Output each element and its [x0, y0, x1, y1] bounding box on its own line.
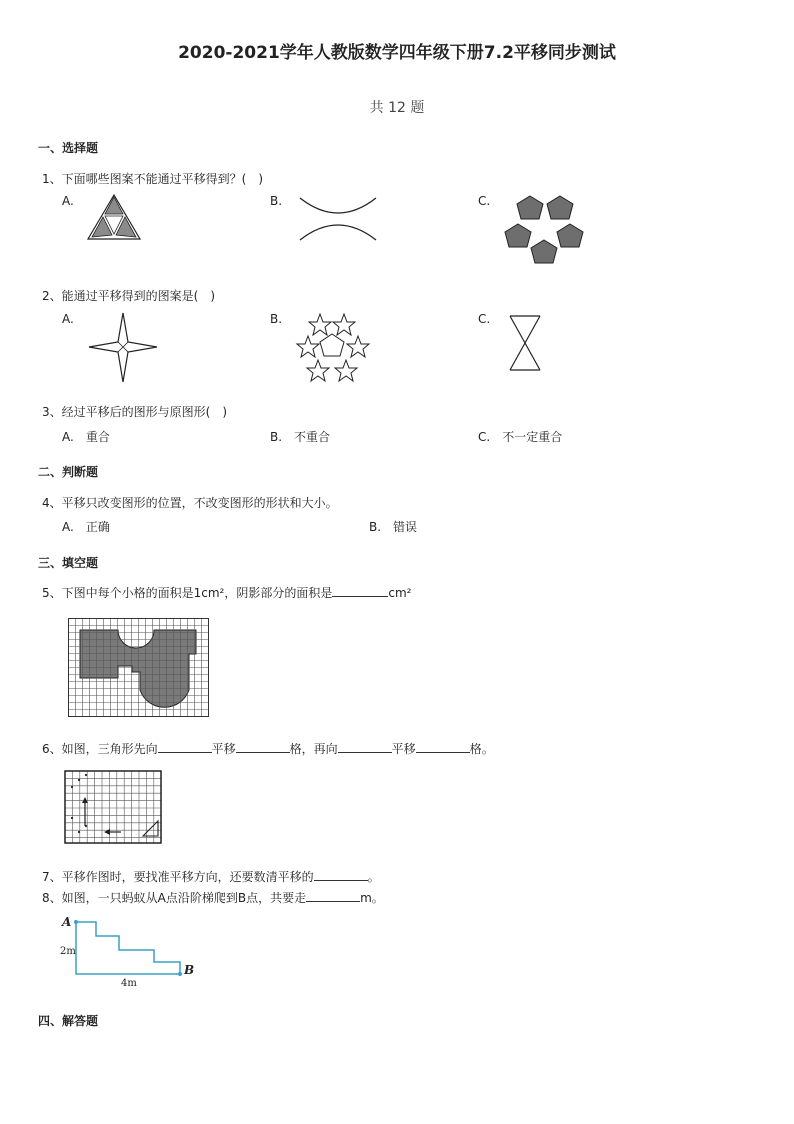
q1-option-c-label[interactable]: C. [478, 194, 491, 208]
q6-mid-1: 平移 [211, 742, 236, 756]
q5-answer-blank[interactable] [332, 584, 388, 597]
q6-blank-1[interactable] [158, 740, 212, 753]
q2-option-b-label[interactable]: B. [270, 312, 283, 326]
q6-prefix: 6、如图，三角形先向 [42, 742, 158, 756]
q7-suffix: 。 [367, 870, 380, 884]
q6-mid-2: 格，再向 [289, 742, 338, 756]
question-count: 共 12 题 [369, 100, 425, 116]
page-title: 2020-2021学年人教版数学四年级下册7.2平移同步测试 [178, 43, 616, 63]
question-5-text [42, 584, 411, 601]
q2-option-a-label[interactable]: A. [62, 312, 74, 326]
question-6-text [42, 740, 494, 757]
q7-prefix: 7、平移作图时，要找准平移方向，还要数清平移的 [42, 870, 314, 884]
q2-option-c-hourglass-figure [508, 314, 544, 374]
q1-option-b-label[interactable]: B. [270, 194, 283, 208]
q2-option-c-label[interactable]: C. [478, 312, 491, 326]
question-8-text [42, 889, 384, 906]
q6-mid-3: 平移 [391, 742, 416, 756]
section-judge-heading: 二、判断题 [38, 465, 99, 479]
q8-point-b-label: B [184, 963, 195, 977]
question-7-text [42, 868, 380, 885]
q8-suffix: m。 [360, 891, 384, 905]
q1-option-a-label[interactable]: A. [62, 194, 74, 208]
question-3-text: 3、经过平移后的图形与原图形( ) [42, 405, 227, 419]
q8-answer-blank[interactable] [306, 889, 360, 902]
q8-point-a-label: A [62, 915, 72, 929]
section-choice-heading: 一、选择题 [38, 141, 99, 155]
q1-option-a-triangle-figure [86, 193, 146, 243]
q8-prefix: 8、如图，一只蚂蚁从A点沿阶梯爬到B点，共要走 [42, 891, 307, 905]
q5-prefix: 5、下图中每个小格的面积是1cm²，阴影部分的面积是 [42, 586, 333, 600]
q3-option-c[interactable]: C. 不一定重合 [478, 430, 563, 444]
q7-answer-blank[interactable] [314, 868, 368, 881]
q5-suffix: cm² [388, 586, 412, 600]
q4-option-b[interactable]: B. 错误 [369, 520, 418, 534]
q2-option-a-fourpoint-star-figure [88, 312, 160, 384]
section-answer-heading: 四、解答题 [38, 1014, 99, 1028]
q3-option-b[interactable]: B. 不重合 [270, 430, 331, 444]
q6-suffix: 格。 [469, 742, 494, 756]
q6-blank-2[interactable] [236, 740, 290, 753]
q1-option-c-pentagons-figure [504, 194, 586, 272]
question-2-text: 2、能通过平移得到的图案是( ) [42, 289, 215, 303]
q8-height-label: 2m [60, 946, 76, 957]
q4-option-a[interactable]: A. 正确 [62, 520, 110, 534]
q6-blank-4[interactable] [416, 740, 470, 753]
q8-width-label: 4m [121, 978, 137, 989]
q2-option-b-stars-figure [296, 312, 374, 386]
question-1-text: 1、下面哪些图案不能通过平移得到？( ) [42, 172, 263, 186]
q8-stair-figure [58, 914, 198, 990]
q6-grid-figure [64, 770, 164, 846]
question-4-text: 4、平移只改变图形的位置，不改变图形的形状和大小。 [42, 496, 338, 510]
q6-blank-3[interactable] [338, 740, 392, 753]
q1-option-b-arcs-figure [298, 196, 380, 242]
section-fill-heading: 三、填空题 [38, 556, 99, 570]
q5-grid-figure [68, 618, 210, 718]
q3-option-a[interactable]: A. 重合 [62, 430, 110, 444]
